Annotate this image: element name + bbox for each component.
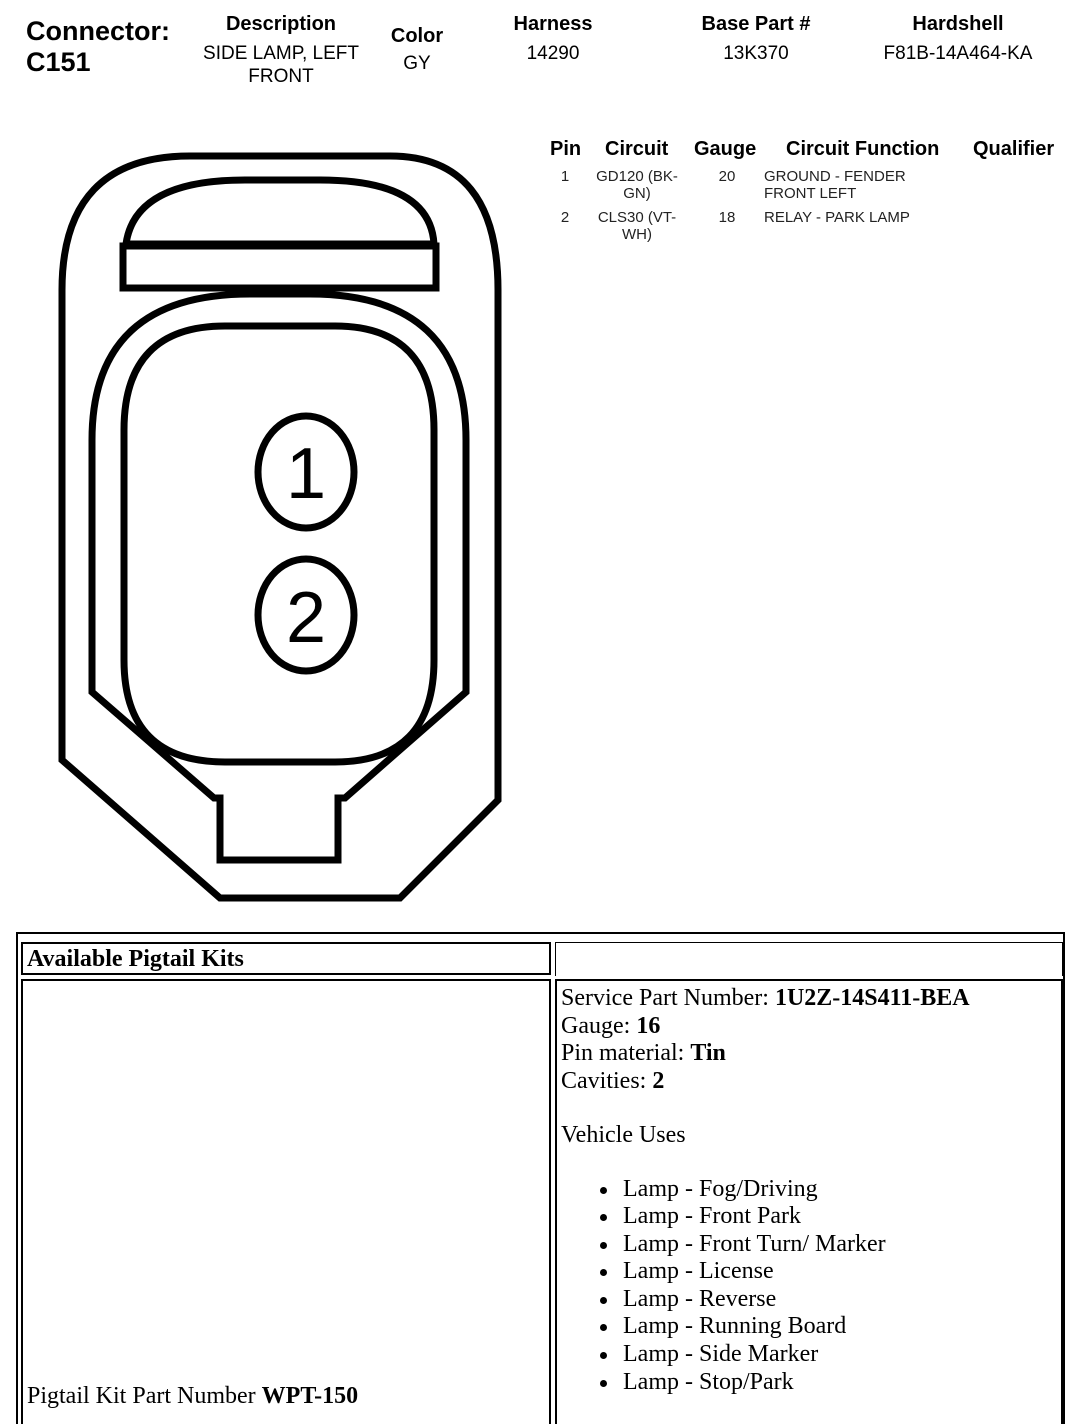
hardshell-value: F81B-14A464-KA bbox=[883, 43, 1033, 64]
hardshell-label: Hardshell bbox=[912, 13, 1004, 35]
service-part-value: 1U2Z-14S411-BEA bbox=[774, 985, 970, 1011]
list-item: Lamp - Running Board bbox=[623, 1313, 1061, 1341]
table-row-2-gauge: 18 bbox=[718, 209, 736, 226]
vehicle-uses-label: Vehicle Uses bbox=[561, 1122, 686, 1148]
service-part-label: Service Part Number: bbox=[561, 985, 775, 1011]
pigtail-kit-part-number bbox=[27, 1383, 358, 1410]
color-value: GY bbox=[403, 53, 431, 74]
harness-value: 14290 bbox=[526, 43, 580, 64]
list-item: Lamp - Front Turn/ Marker bbox=[623, 1231, 1061, 1259]
table-row-1-pin: 1 bbox=[560, 168, 570, 185]
pigtail-kit-cell bbox=[21, 979, 551, 1424]
table-row-1-circuit: GD120 (BK-GN) bbox=[596, 168, 678, 202]
connector-label: Connector: bbox=[26, 16, 170, 46]
base-part-value: 13K370 bbox=[723, 43, 789, 64]
table-row-1-gauge: 20 bbox=[718, 168, 736, 185]
pin-2-label: 2 bbox=[285, 578, 327, 658]
pigtail-kits-header-blank bbox=[555, 942, 1063, 976]
connector-id: C151 bbox=[26, 47, 91, 77]
description-column bbox=[186, 12, 376, 88]
list-item: Lamp - Reverse bbox=[623, 1286, 1061, 1314]
connector-inner-cavity bbox=[124, 326, 434, 762]
color-label: Color bbox=[390, 25, 444, 47]
gauge-header: Gauge bbox=[694, 138, 757, 160]
pigtail-kit-value: WPT-150 bbox=[261, 1383, 359, 1409]
connector-latch-bar bbox=[123, 246, 436, 288]
connector-title bbox=[26, 16, 170, 78]
service-part-cell bbox=[555, 979, 1063, 1424]
list-item: Lamp - Stop/Park bbox=[623, 1369, 1061, 1397]
cavities-label: Cavities: bbox=[561, 1067, 653, 1094]
list-item: Lamp - License bbox=[623, 1258, 1061, 1286]
description-value: SIDE LAMP, LEFT FRONT bbox=[203, 43, 359, 87]
connector-face-diagram bbox=[48, 140, 518, 910]
vehicle-uses-list bbox=[561, 1176, 1061, 1397]
gauge-value: 16 bbox=[636, 1012, 661, 1039]
pigtail-kits-title: Available Pigtail Kits bbox=[21, 942, 551, 975]
table-row-1-function: GROUND - FENDER FRONT LEFT bbox=[764, 168, 906, 202]
table-row-2-pin: 2 bbox=[560, 209, 570, 226]
gauge-label: Gauge: bbox=[561, 1012, 637, 1039]
harness-label: Harness bbox=[513, 13, 593, 35]
pin-material-value: Tin bbox=[690, 1040, 726, 1066]
hardshell-column bbox=[868, 12, 1048, 65]
cavities-line bbox=[561, 1068, 1061, 1096]
connector-latch-dome bbox=[126, 180, 434, 244]
service-part-line bbox=[561, 985, 1061, 1013]
list-item: Lamp - Fog/Driving bbox=[623, 1176, 1061, 1204]
pin-material-label: Pin material: bbox=[561, 1040, 691, 1066]
pigtail-kit-label: Pigtail Kit Part Number bbox=[27, 1383, 262, 1409]
qualifier-header: Qualifier bbox=[973, 138, 1055, 160]
list-item: Lamp - Front Park bbox=[623, 1203, 1061, 1231]
circuit-header: Circuit bbox=[605, 138, 669, 160]
gauge-line bbox=[561, 1013, 1061, 1041]
spacer bbox=[561, 1095, 1061, 1122]
pin-header: Pin bbox=[550, 138, 582, 160]
harness-column bbox=[488, 12, 618, 65]
description-label: Description bbox=[225, 13, 337, 35]
cavities-value: 2 bbox=[652, 1067, 665, 1094]
pin-material-line bbox=[561, 1040, 1061, 1068]
connector-seal-ring bbox=[92, 294, 466, 860]
base-part-column bbox=[676, 12, 836, 65]
base-part-label: Base Part # bbox=[701, 13, 811, 35]
table-row-2-circuit: CLS30 (VT-WH) bbox=[597, 209, 677, 243]
list-item: Lamp - Side Marker bbox=[623, 1341, 1061, 1369]
pin-1-label: 1 bbox=[285, 434, 327, 514]
circuit-function-header: Circuit Function bbox=[786, 138, 940, 160]
table-row-2-function: RELAY - PARK LAMP bbox=[764, 209, 910, 226]
color-column bbox=[382, 24, 452, 75]
